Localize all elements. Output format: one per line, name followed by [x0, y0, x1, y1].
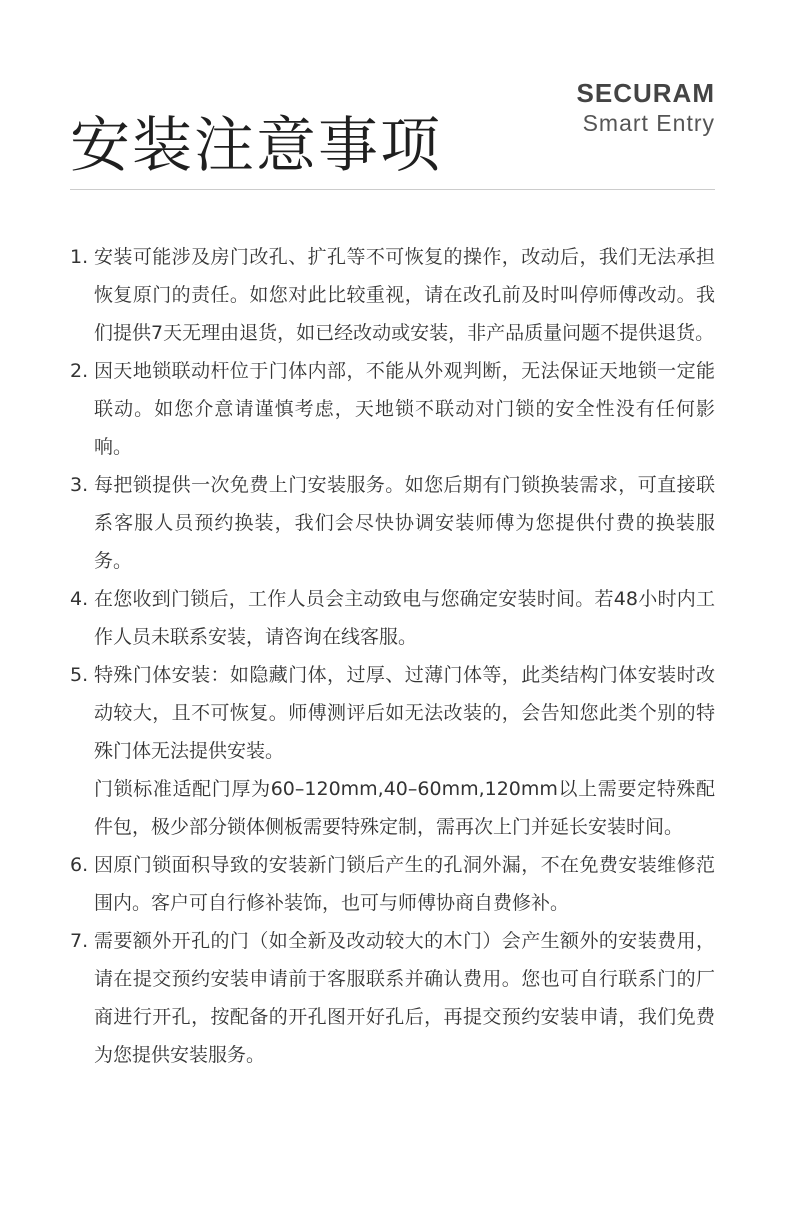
note-number: 7.: [70, 930, 89, 952]
page-header: [70, 70, 715, 182]
note-text: 因天地锁联动杆位于门体内部，不能从外观判断，无法保证天地锁一定能联动。如您介意请谨慎考虑，天地锁不联动对门锁的安全性没有任何影响。: [94, 360, 715, 458]
brand-logo: [577, 78, 715, 138]
note-item-5: [70, 656, 715, 846]
note-text: 安装可能涉及房门改孔、扩孔等不可恢复的操作，改动后，我们无法承担恢复原门的责任。如您对此比较重视，请在改孔前及时叫停师傅改动。我们提供7天无理由退货，如已经改动或安装，非产品质量问题不提供退货。: [94, 246, 715, 344]
brand-name: SECURAM: [576, 78, 715, 108]
note-item-7: [70, 922, 715, 1074]
note-item-1: [70, 238, 715, 352]
installation-notes-list: [70, 238, 715, 1074]
header-divider: [70, 189, 715, 190]
page-title: 安装注意事项: [70, 111, 442, 182]
note-number: 1.: [70, 246, 89, 268]
note-text: 在您收到门锁后，工作人员会主动致电与您确定安装时间。若48小时内工作人员未联系安装，请咨询在线客服。: [94, 588, 715, 648]
note-text: 每把锁提供一次免费上门安装服务。如您后期有门锁换装需求，可直接联系客服人员预约换装，我们会尽快协调安装师傅为您提供付费的换装服务。: [94, 474, 715, 572]
note-item-4: [70, 580, 715, 656]
note-text: 因原门锁面积导致的安装新门锁后产生的孔洞外漏，不在免费安装维修范围内。客户可自行修补装饰，也可与师傅协商自费修补。: [94, 854, 715, 914]
note-item-2: [70, 352, 715, 466]
note-item-3: [70, 466, 715, 580]
note-door-thickness-text: 门锁标准适配门厚为60–120mm,40–60mm,120mm以上需要定特殊配件包，极少部分锁体侧板需要特殊定制，需再次上门并延长安装时间。: [94, 778, 715, 838]
note-number: 2.: [70, 360, 89, 382]
note-number: 6.: [70, 854, 89, 876]
brand-tagline: Smart Entry: [582, 110, 715, 136]
note-number: 4.: [70, 588, 89, 610]
note-number: 5.: [70, 664, 89, 686]
note-number: 3.: [70, 474, 89, 496]
note-text: 特殊门体安装：如隐藏门体，过厚、过薄门体等，此类结构门体安装时改动较大，且不可恢复。师傅测评后如无法改装的，会告知您此类个别的特殊门体无法提供安装。: [94, 664, 715, 762]
note-item-6: [70, 846, 715, 922]
note-text: 需要额外开孔的门（如全新及改动较大的木门）会产生额外的安装费用，请在提交预约安装申请前于客服联系并确认费用。您也可自行联系门的厂商进行开孔，按配备的开孔图开好孔后，再提交预约安装申请，我们免费为您提供安装服务。: [94, 930, 715, 1066]
